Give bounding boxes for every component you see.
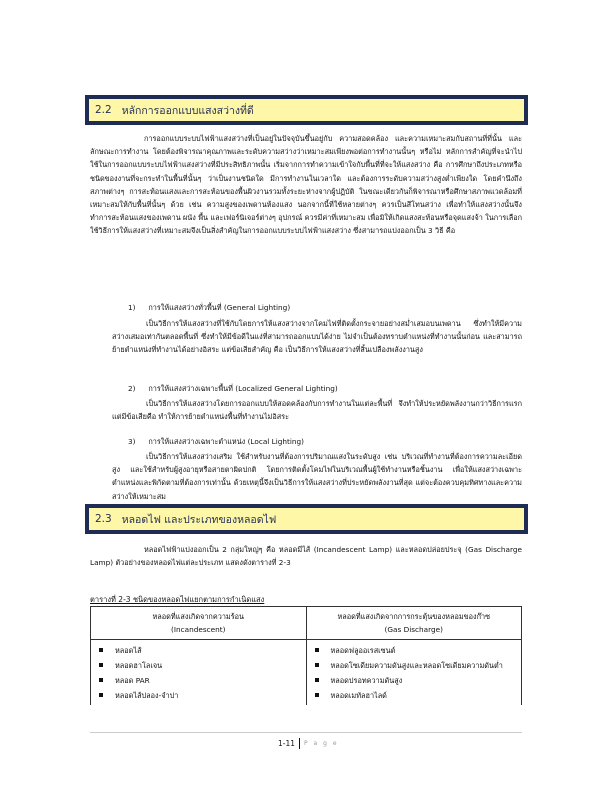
method-title-text: การให้แสงสว่างเฉพาะพื้นที่ (Localized General Lighting) bbox=[148, 384, 338, 393]
intro-paragraph: หลอดไฟฟ้าแบ่งออกเป็น 2 กลุ่มใหญ่ๆ คือ หลอดมีไส้ (Incandescent Lamp) และหลอดปล่อยประจุ (Gas Discharge Lamp) ตัวอย่างของหลอดไฟแต่ละประเภท แสดงดังตารางที่ 2-3 bbox=[90, 545, 522, 568]
list-item: หลอดฮาโลเจน bbox=[97, 658, 300, 673]
page-footer bbox=[278, 738, 339, 749]
section-number: 2.3 bbox=[95, 513, 112, 525]
footer-separator bbox=[299, 738, 300, 749]
section-title: หลอดไฟ และประเภทของหลอดไฟ bbox=[121, 513, 277, 526]
bullet-icon bbox=[99, 678, 103, 682]
list-item: หลอดฟลูออเรสเซนต์ bbox=[313, 643, 516, 658]
footer-divider bbox=[90, 732, 522, 733]
lamp-type-table bbox=[90, 606, 522, 705]
list-item: หลอด PAR bbox=[97, 673, 300, 688]
bullet-icon bbox=[315, 663, 319, 667]
section-header bbox=[85, 95, 528, 125]
page-number: 1-11 bbox=[278, 739, 296, 748]
list-item: หลอดโซเดียมความดันสูงและหลอดโซเดียมความดันต่ำ bbox=[313, 658, 516, 673]
table-header-gas-discharge: หลอดที่แสงเกิดจากการกระตุ้นของหลอมของก๊าซ (Gas Discharge) bbox=[306, 607, 522, 640]
method-title bbox=[128, 383, 338, 395]
section-header bbox=[85, 504, 528, 534]
page-label: P a g e bbox=[304, 740, 339, 747]
method-title-text: การให้แสงสว่างทั่วพื้นที่ (General Lighting) bbox=[148, 303, 291, 312]
method-number: 2) bbox=[128, 384, 136, 393]
incandescent-list-cell bbox=[91, 640, 307, 706]
method-number: 1) bbox=[128, 303, 136, 312]
method-description: เป็นวิธีการให้แสงสว่างโดยการออกแบบให้สอดคล้องกับการทำงานในแต่ละพื้นที่ จึงทำให้ประหยัดพลังงานกว่าวิธีการแรก แต่มีข้อเสียคือ ทำให้การย้ายตำแหน่งพื้นที่ทำงานไม่อิสระ bbox=[112, 399, 522, 422]
method-number: 3) bbox=[128, 437, 136, 446]
table-header-incandescent: หลอดที่แสงเกิดจากความร้อน (Incandescent) bbox=[91, 607, 307, 640]
section-title: หลักการออกแบบแสงสว่างที่ดี bbox=[121, 104, 254, 117]
bullet-icon bbox=[99, 663, 103, 667]
list-item: หลอดไส้ปลอง-จำปา bbox=[97, 688, 300, 703]
list-item: หลอดเมทัลฮาไลด์ bbox=[313, 688, 516, 703]
list-item: หลอดไส้ bbox=[97, 643, 300, 658]
method-description: เป็นวิธีการให้แสงสว่างที่ใช้กับโดยการให้แสงสว่างจากโคมไฟที่ติดตั้งกระจายอย่างสม่ำเสมอบนเพดาน ซึ่งทำให้มีความสว่างเสมอเท่ากันตลอดพื้นที่ ซึ่งทำให้มีข้อดีในแง่ที่สามารถออกแบบได้ง่าย ไม่จำเป็นต้องทราบตำแหน่งที่ทำงานนั้นก่อน และสามารถย้ายตำแหน่งที่ทำงานได้อย่างอิสระ แต่ข้อเสียสำคัญ คือ เป็นวิธีการให้แสงสว่างที่สิ้นเปลืองพลังงานสูง bbox=[112, 319, 522, 355]
intro-paragraph: การออกแบบระบบไฟฟ้าแสงสว่างที่เป็นอยู่ในปัจจุบันขึ้นอยู่กับ ความสอดคล้อง และความเหมาะสมกับสถานที่ที่นั้น และลักษณะการทำงาน โดยต้องพิจารณาคุณภาพและระดับความสว่างว่าเหมาะสมเพียงพอต่อการทำงานนั้นๆ หรือไม่ หลักการสำคัญที่จะนำไปใช้ในการออกแบบระบบไฟฟ้าแสงสว่างที่มีประสิทธิภาพนั้น เริ่มจากการทำความเข้าใจกับพื้นที่ที่จะให้แสงสว่าง คือ การศึกษาถึงประเภทหรือชนิดของงานที่จะกระทำในพื้นที่นั้นๆ ว่าเป็นงานชนิดใด มีการทำงานในเวลาใด และต้องการระดับความสว่างสูงต่ำเพียงใด โดยคำนึงถึงสภาพต่างๆ การสะท้อนแสงและการสะท้อนของพื้นผิวงานรวมทั้งระยะห่างจากผู้ปฏิบัติ ในขณะเดียวกันก็พิจารณาหรือศึกษาสภาพแวดล้อมที่เหมาะสมให้กับพื้นที่นั้นๆ ด้วย เช่น ความสูงของเพดานห้องแสง นอกจากนี้ที่ใช้หลายต่างๆ ควรเป็นสีโทนสว่าง เพื่อทำให้แสงสว่างนั้นจึงทำการสะท้อนแสงของเพดาน ผนัง พื้น และเฟอร์นิเจอร์ต่างๆ อุปกรณ์ ควรมีค่าที่เหมาะสม เพื่อมิให้เกิดแสงสะท้อนหรือจุดแสงจ้า ในการเลือกใช้วิธีการให้แสงสว่างที่เหมาะสมจึงเป็นสิ่งสำคัญในการออกแบบระบบไฟฟ้าแสงสว่าง ซึ่งสามารถแบ่งออกเป็น 3 วิธี คือ bbox=[90, 134, 522, 236]
bullet-icon bbox=[315, 678, 319, 682]
table-caption: ตารางที่ 2-3 ชนิดของหลอดไฟแยกตามการกำเนิดแสง bbox=[90, 595, 265, 604]
method-description: เป็นวิธีการให้แสงสว่างเสริม ใช้สำหรับงานที่ต้องการปริมาณแสงในระดับสูง เช่น บริเวณที่ทำงานที่ต้องการความละเอียดสูง และใช้สำหรับผู้สูงอายุหรือสายตาผิดปกติ โดยการติดตั้งโคมไฟในบริเวณพื้นผู้ใช้ทำงานหรือชิ้นงาน เพื่อให้แสงสว่างเฉพาะตำแหน่งและพิกัดตามที่ต้องการเท่านั้น ด้วยเหตุนี้จึงเป็นวิธีการให้แสงสว่างที่ประหยัดพลังงานที่สุด แต่จะต้องควบคุมทิศทางและความสว่างให้เหมาะสม bbox=[112, 452, 522, 501]
bullet-icon bbox=[99, 693, 103, 697]
method-title bbox=[128, 436, 304, 448]
method-title-text: การให้แสงสว่างเฉพาะตำแหน่ง (Local Lighting) bbox=[148, 437, 304, 446]
gas-discharge-list-cell bbox=[306, 640, 522, 706]
bullet-icon bbox=[315, 693, 319, 697]
list-item: หลอดปรอทความดันสูง bbox=[313, 673, 516, 688]
method-title bbox=[128, 302, 290, 314]
bullet-icon bbox=[315, 648, 319, 652]
bullet-icon bbox=[99, 648, 103, 652]
section-number: 2.2 bbox=[95, 104, 112, 116]
